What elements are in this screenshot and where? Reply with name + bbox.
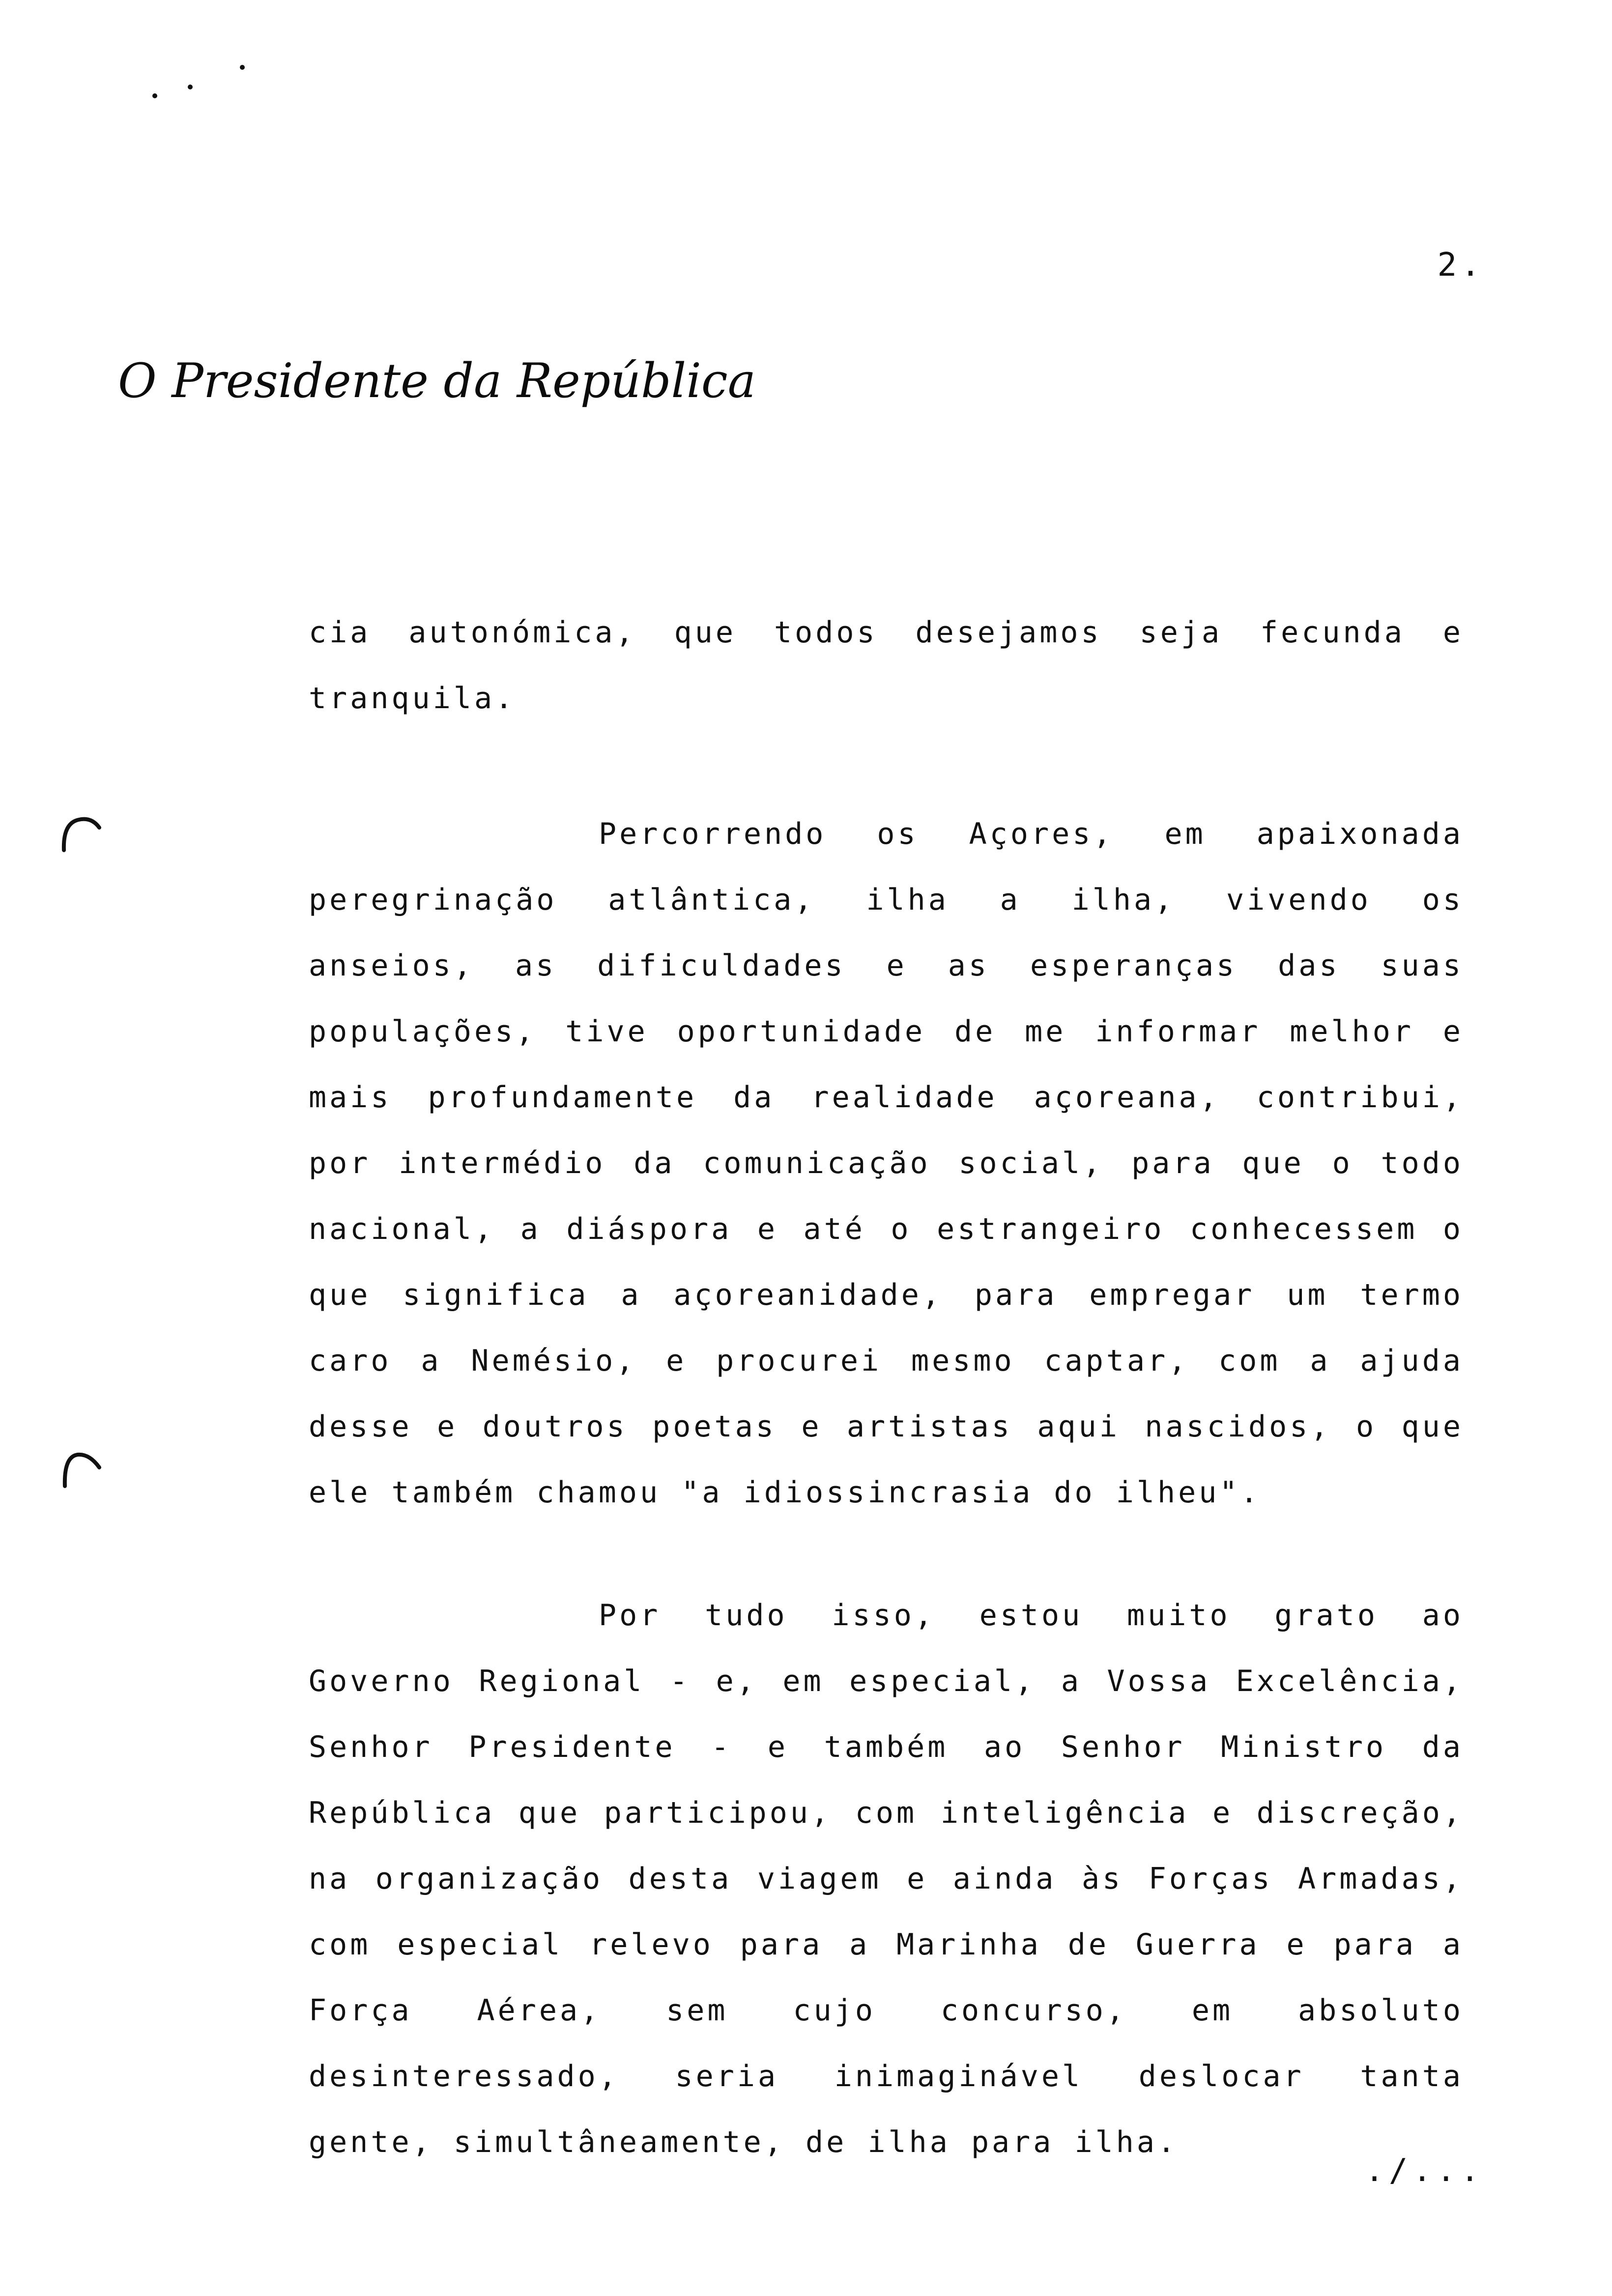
scan-speck (240, 65, 245, 70)
continued-paragraph: cia autonómica, que todos desejamos seja fecunda e tranquila. (309, 615, 1464, 716)
body-paragraph-azores-journey: Percorrendo os Açores, em apaixonada peregrinação atlântica, ilha a ilha, vivendo os anseios, as dificuldades e as esperanças das suas populações, tive oportunidade de me informar melhor e mais profundamente da realidade açoreana, contribui, por intermédio da comunicação social, para que o todo nacional, a diáspora e até o estrangeiro conhecessem o que significa a açoreanidade, para empregar um termo caro a Nemésio, e procurei mesmo captar, com a ajuda desse e doutros poetas e artistas aqui nascidos, o que ele também chamou "a idiossincrasia do ilheu". (309, 817, 1464, 1510)
scan-speck (152, 93, 157, 98)
scan-speck (188, 85, 193, 89)
hole-punch-mark-icon (59, 811, 103, 855)
body-paragraph-gratitude: Por tudo isso, estou muito grato ao Governo Regional - e, em especial, a Vossa Excelência, Senhor Presidente - e também ao Senhor Ministro da República que participou, com inteligência e discreção, na organização desta viagem e ainda às Forças Armadas, com especial relevo para a Marinha de Guerra e para a Força Aérea, sem cujo concurso, em absoluto desinteressado, seria inimaginável deslocar tanta gente, simultâneamente, de ilha para ilha. (309, 1598, 1464, 2159)
page-number: 2. (1437, 246, 1484, 284)
presidential-letterhead: O Presidente da República (118, 353, 756, 408)
continuation-mark: ./... (1365, 2152, 1484, 2189)
hole-punch-mark-icon (59, 1445, 103, 1489)
